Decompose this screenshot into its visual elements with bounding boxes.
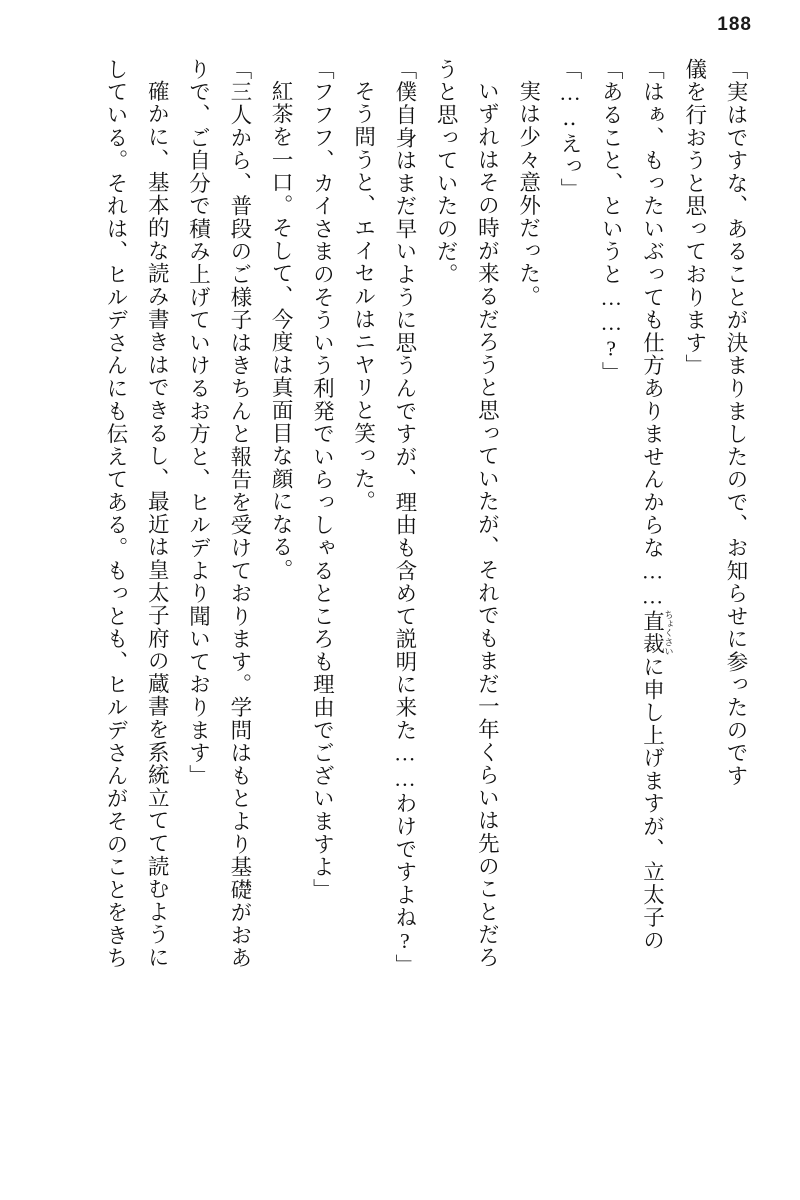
paragraph: 「実はですな、あることが決まりましたので、お知らせに参ったのです — [724, 58, 748, 788]
vertical-text-body — [48, 58, 756, 1174]
paragraph: 確かに、基本的な読み書きはできるし、最近は皇太子府の蔵書を系統立てて読むように — [145, 79, 170, 969]
paragraph: 「…‥えっ」 — [557, 58, 582, 201]
paragraph: そう問うと、エイセルはニヤリと笑った。 — [351, 79, 376, 513]
paragraph: 「はぁ、もったいぶっても仕方ありませんからな……直裁 ちょくさいに申し上げますが、立太子の — [640, 58, 674, 952]
paragraph: 儀を行おうと思っております」 — [682, 58, 707, 378]
paragraph: うと思っていたのだ。 — [434, 58, 459, 286]
paragraph: 実は少々意外だった。 — [516, 79, 541, 308]
paragraph: りで、ご自分で積み上げていけるお方と、ヒルデより聞いております」 — [186, 58, 211, 788]
page-number: 188 — [717, 14, 752, 35]
paragraph: 「三人から、普段のご様子はきちんと報告を受けております。学問はもとより基礎がおあ — [227, 58, 252, 970]
paragraph: 「あること、というと……?」 — [599, 58, 624, 385]
ruby-chokusai: 直裁 ちょくさい — [640, 609, 674, 656]
paragraph: 紅茶を一口。そして、今度は真面目な顔になる。 — [269, 79, 294, 581]
paragraph: 「フフフ、カイさまのそういう利発でいらっしゃるところも理由でございますよ」 — [310, 58, 335, 902]
paragraph: 「僕自身はまだ早いように思うんですが、理由も含めて説明に来た……わけですよね?」 — [392, 58, 417, 978]
paragraph: いずれはその時が来るだろうと思っていたが、それでもまだ一年くらいは先のことだろ — [475, 79, 500, 969]
paragraph: している。それは、ヒルデさんにも伝えてある。もっとも、ヒルデさんがそのことをきち — [104, 58, 129, 970]
